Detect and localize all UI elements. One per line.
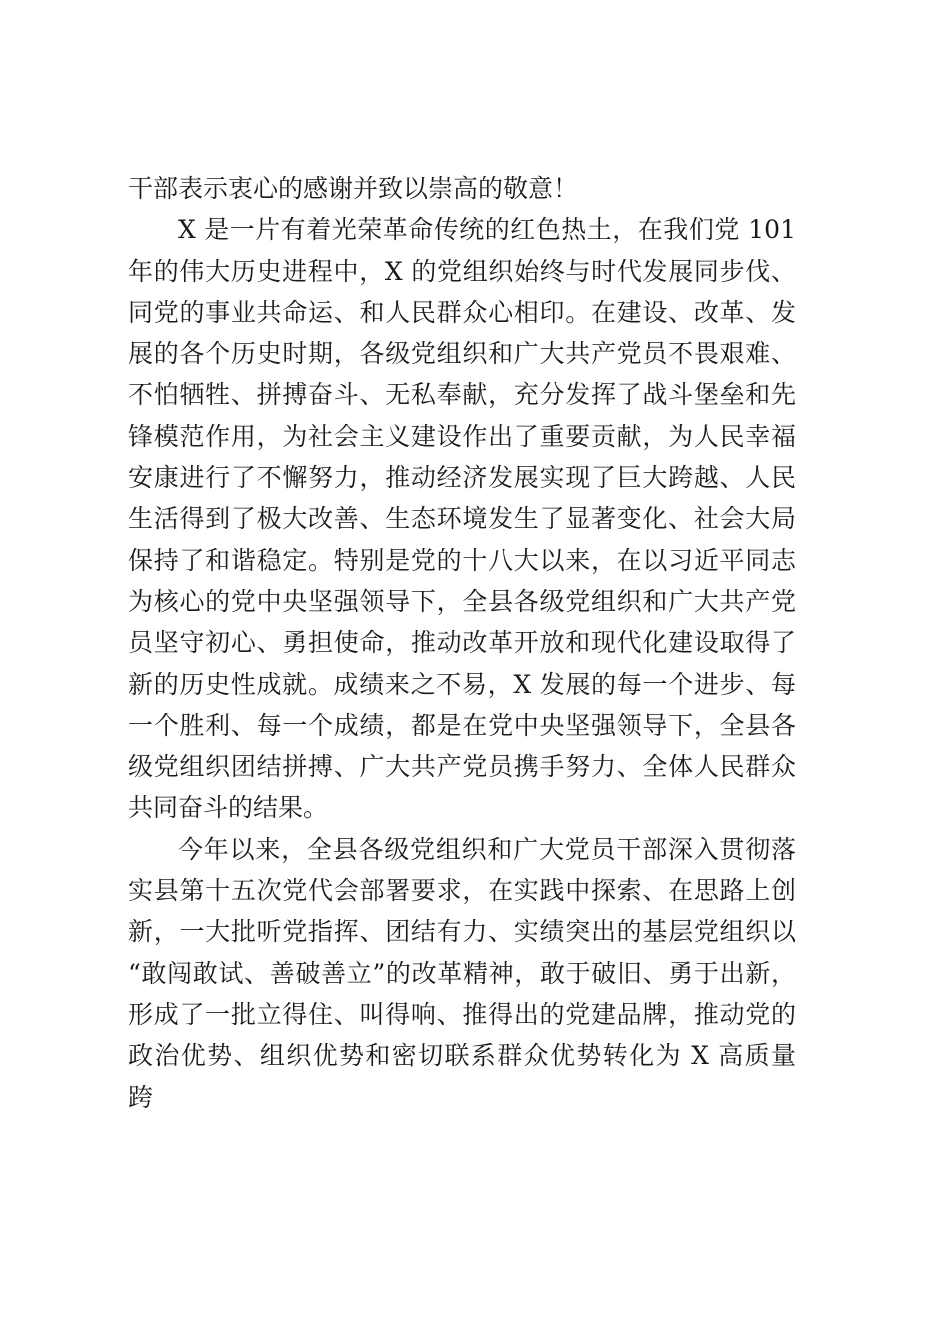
text-line: 新的历史性成就。成绩来之不易，X 发展的每一个进步、每 xyxy=(128,669,796,699)
text-line: 为核心的党中央坚强领导下，全县各级党组织和广大共产党 xyxy=(128,586,796,616)
paragraph-first-line: X 是一片有着光荣革命传统的红色热土，在我们党 101 xyxy=(178,215,796,245)
text-line: 年的伟大历史进程中，X 的党组织始终与时代发展同步伐、 xyxy=(128,256,796,286)
paragraph-first-line: 今年以来，全县各级党组织和广大党员干部深入贯彻落 xyxy=(178,834,796,864)
text-line: 新，一大批听党指挥、团结有力、实绩突出的基层党组织以 xyxy=(128,917,796,947)
paragraph-last-line: 共同奋斗的结果。 xyxy=(128,793,329,823)
body-text xyxy=(128,168,796,1118)
text-line: 干部表示衷心的感谢并致以崇高的敬意！ xyxy=(128,174,579,203)
text-line: 保持了和谐稳定。特别是党的十八大以来，在以习近平同志 xyxy=(128,545,796,575)
text-line: 生活得到了极大改善、生态环境发生了显著变化、社会大局 xyxy=(128,504,796,534)
text-line: 实县第十五次党代会部署要求，在实践中探索、在思路上创 xyxy=(128,876,796,906)
text-line: 员坚守初心、勇担使命，推动改革开放和现代化建设取得了 xyxy=(128,628,796,658)
text-line: 展的各个历史时期，各级党组织和广大共产党员不畏艰难、 xyxy=(128,339,796,369)
text-line: 同党的事业共命运、和人民群众心相印。在建设、改革、发 xyxy=(128,297,796,327)
text-line: 锋模范作用，为社会主义建设作出了重要贡献，为人民幸福 xyxy=(128,421,796,451)
text-line: 安康进行了不懈努力，推动经济发展实现了巨大跨越、人民 xyxy=(128,463,796,493)
text-line: 不怕牺牲、拼搏奋斗、无私奉献，充分发挥了战斗堡垒和先 xyxy=(128,380,796,410)
text-line: 一个胜利、每一个成绩，都是在党中央坚强领导下，全县各 xyxy=(128,710,796,740)
text-line: “敢闯敢试、善破善立”的改革精神，敢于破旧、勇于出新， xyxy=(128,958,796,988)
paragraph-last-line: 跨 xyxy=(128,1082,154,1112)
text-line: 级党组织团结拼搏、广大共产党员携手努力、全体人民群众 xyxy=(128,752,796,782)
text-line: 形成了一批立得住、叫得响、推得出的党建品牌，推动党的 xyxy=(128,999,796,1029)
text-line: 政治优势、组织优势和密切联系群众优势转化为 X 高质量 xyxy=(128,1041,796,1071)
